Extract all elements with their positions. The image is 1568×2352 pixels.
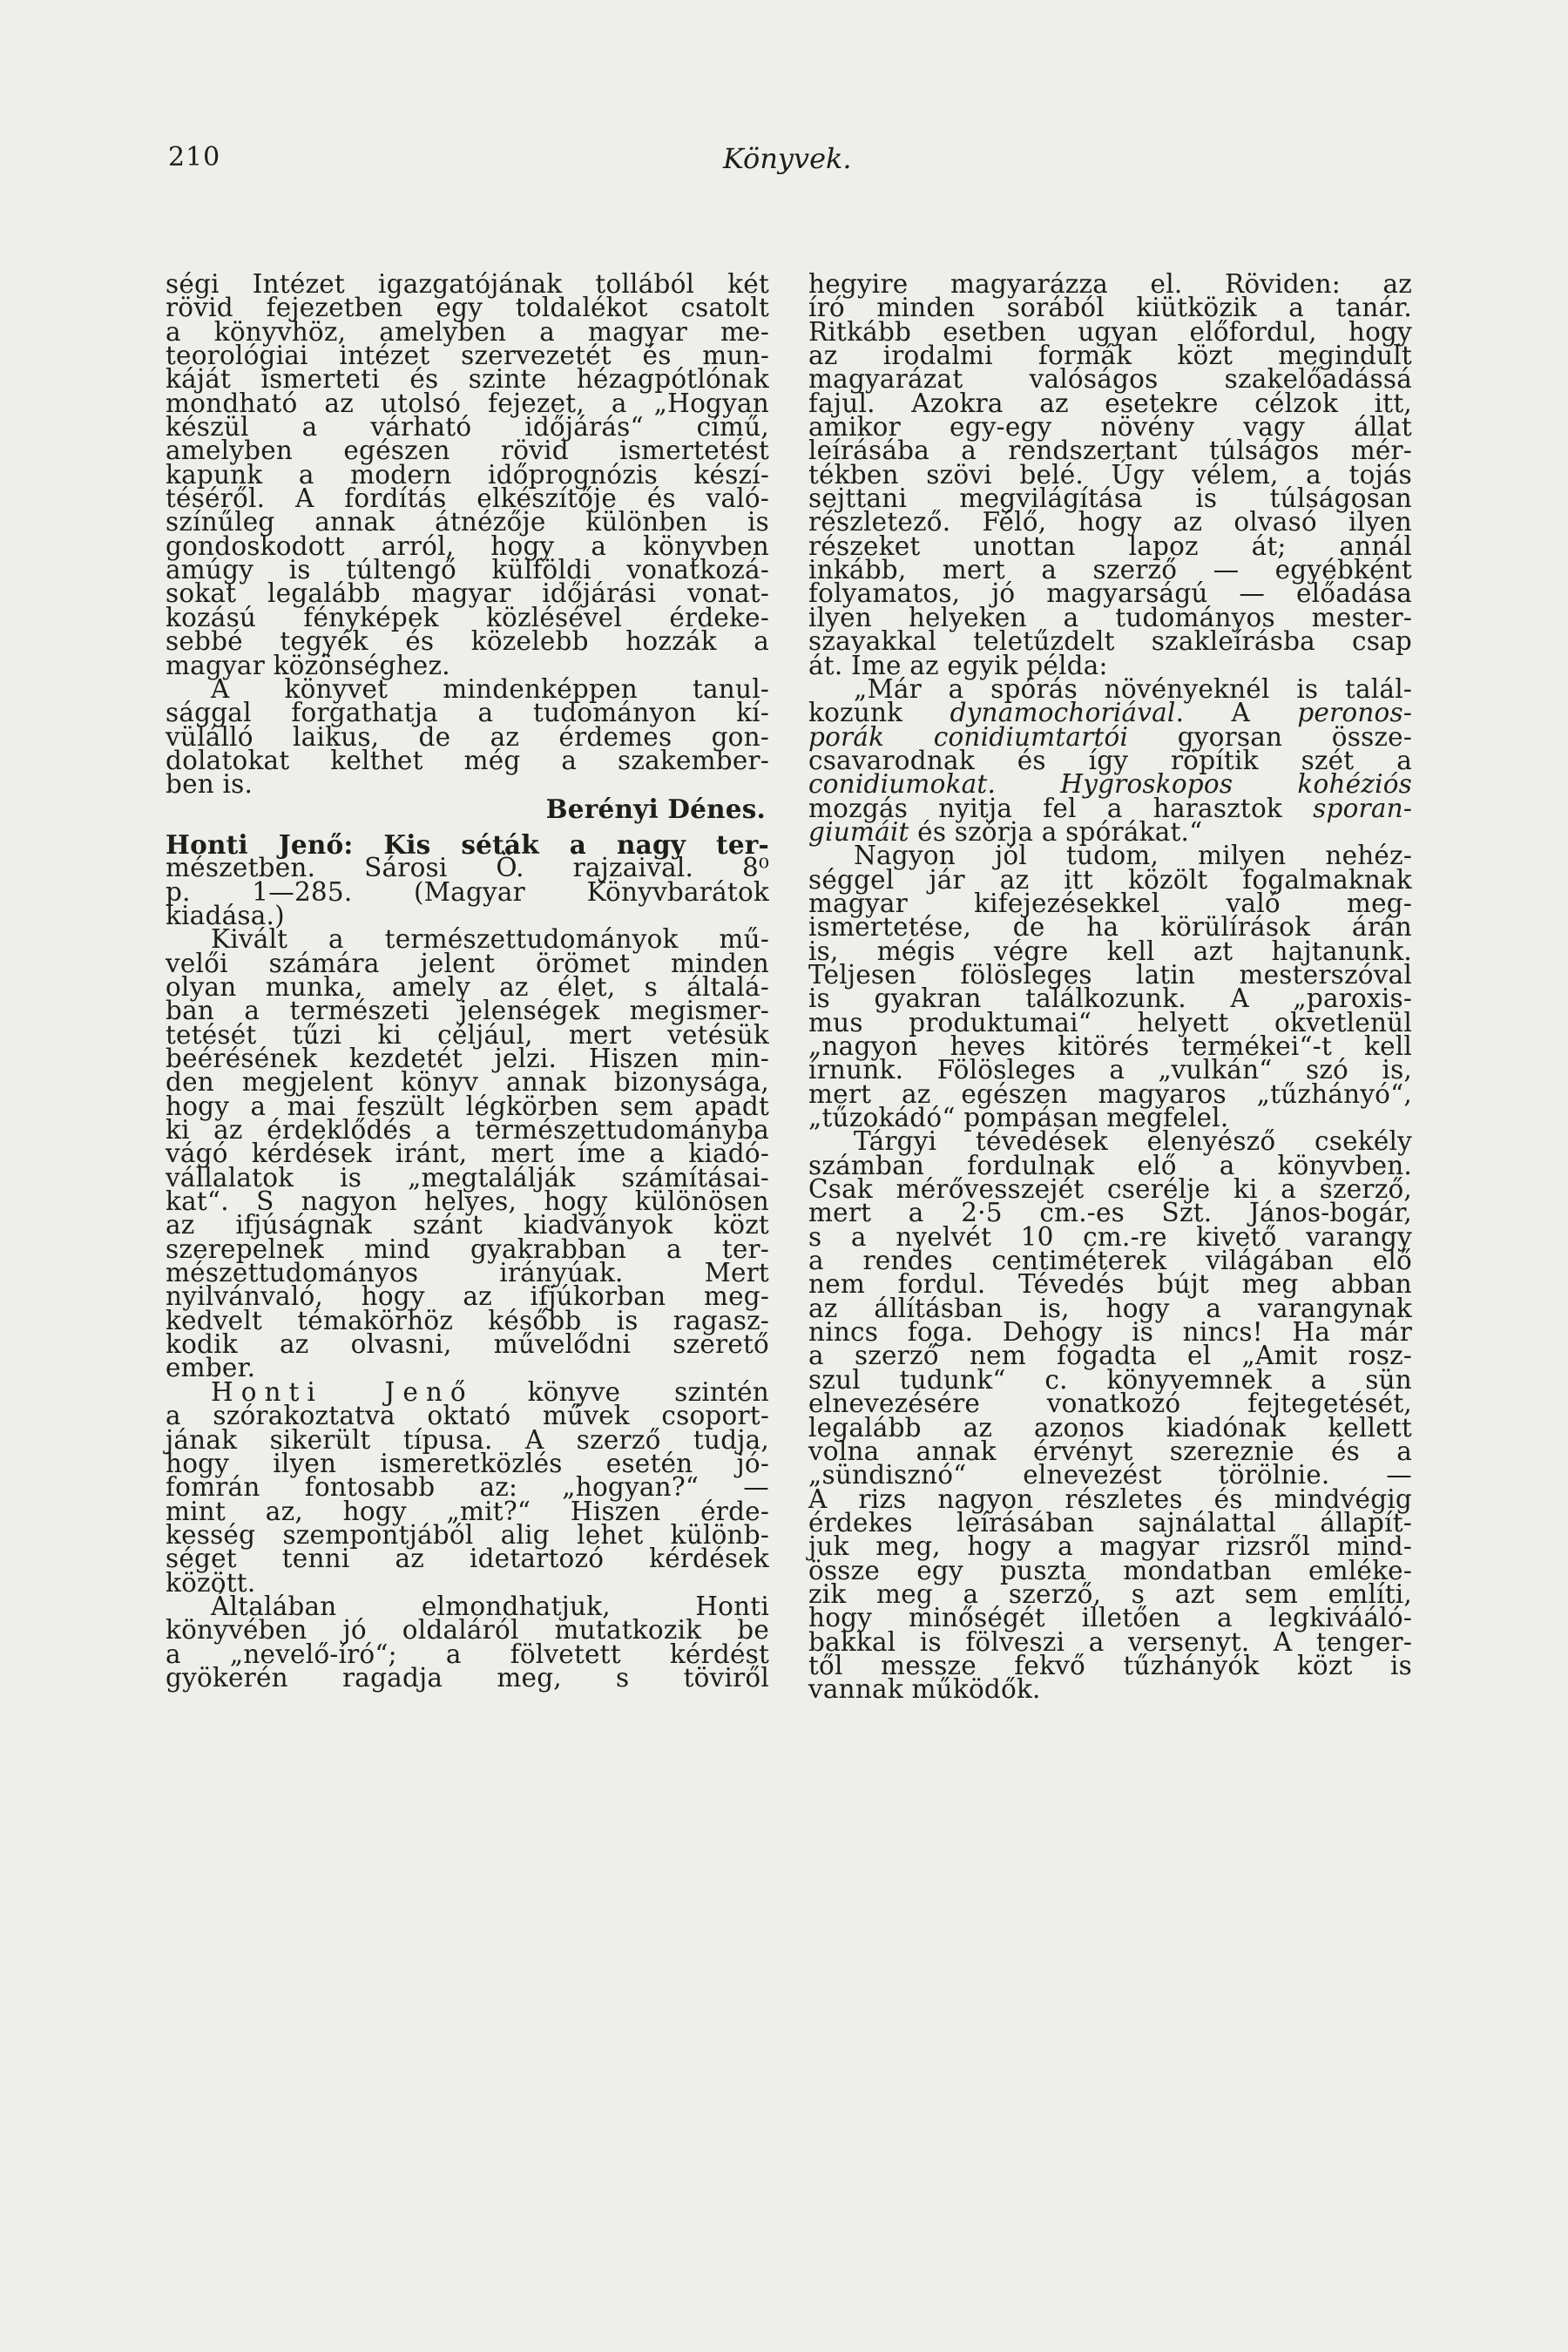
text-line: den megjelent könyv annak bizonysága,	[166, 1067, 769, 1098]
text-line: séggel jár az itt közölt fogalmaknak	[808, 864, 1412, 895]
quote-line: „Már a spórás növényeknél is talál-	[854, 673, 1412, 704]
text-line: káját ismerteti és szinte hézagpótlónak	[166, 364, 769, 395]
text-line: beérésének kezdetét jelzi. Hiszen min-	[166, 1044, 769, 1073]
text-line: „nagyon heves kitörés termékei“-t kell	[808, 1031, 1412, 1061]
text-line: színűleg annak átnézője különben is	[166, 507, 769, 537]
text-line: az állításban is, hogy a varangynak	[808, 1293, 1412, 1323]
text-line: A rizs nagyon részletes és mindvégig	[808, 1484, 1412, 1514]
text-line: részeket unottan lapoz át; annál	[808, 531, 1412, 561]
left-column	[166, 269, 769, 1693]
text-line: részletező. Félő, hogy az olvasó ilyen	[808, 507, 1412, 537]
text-line: hegyire magyarázza el. Röviden: az	[808, 269, 1412, 299]
text-line: vülálló laikus, de az érdemes gon-	[166, 721, 769, 752]
text-line: dolatokat kelthet még a szakember-	[166, 745, 769, 775]
text-line: össze egy puszta mondatban emléke-	[808, 1555, 1412, 1585]
text-line: mert az egészen magyaros „tűzhányó“,	[808, 1078, 1412, 1109]
text-line: jának sikerült típusa. A szerző tudja,	[166, 1424, 769, 1455]
text-line: a rendes centiméterek világában elő	[808, 1246, 1412, 1276]
text-line: Ritkább esetben ugyan előfordul, hogy	[808, 316, 1412, 347]
text-line: vannak működők.	[808, 1674, 1041, 1705]
book-heading-line: p. 1—285. (Magyar Könyvbarátok	[166, 876, 769, 907]
text-line: séget tenni az idetartozó kérdések	[166, 1544, 769, 1574]
right-column	[808, 269, 1412, 1705]
text-line: gyökerén ragadja meg, s töviről	[166, 1662, 769, 1693]
text-line: magyar közönséghez.	[166, 650, 450, 680]
text-line: től messze fekvő tűzhányók közt is	[808, 1650, 1412, 1680]
text-line: volna annak érvényt szereznie és a	[808, 1436, 1412, 1466]
text-line: „sündisznó“ elnevezést törölnie. —	[808, 1460, 1412, 1490]
quote-line: kozunk dynamochoriával. A peronos-	[808, 698, 1412, 728]
text-line: gondoskodott arról, hogy a könyvben	[166, 531, 769, 561]
text-line: a „nevelő-író“; a fölvetett kérdést	[166, 1639, 769, 1669]
author-name-spaced: Honti Jenő	[211, 1376, 474, 1407]
text-line: ben is.	[166, 769, 253, 800]
text-line: mint az, hogy „mit?“ Hiszen érde-	[166, 1496, 769, 1526]
text-line: ségi Intézet igazgatójának tollából két	[166, 269, 769, 299]
text-line: sokat legalább magyar időjárási vonat-	[166, 578, 769, 609]
text-line: inkább, mert a szerző — egyébként	[808, 555, 1412, 585]
text-line: ilyen helyeken a tudományos mester-	[808, 602, 1412, 632]
text-line: át. Íme az egyik példa:	[808, 650, 1108, 680]
text-line: juk meg, hogy a magyar rizsről mind-	[808, 1531, 1412, 1562]
book-heading-line: mészetben. Sárosi Ö. rajzaival. 8⁰	[166, 853, 769, 883]
text-line: fomrán fontosabb az: „hogyan?“ —	[166, 1472, 769, 1503]
text-line: teorológiai intézet szervezetét és mun-	[166, 341, 769, 371]
quote-line: porák conidiumtartói gyorsan össze-	[808, 721, 1412, 752]
text-line: hogy minőségét illetően a legkivááló-	[808, 1603, 1412, 1633]
text-line: mészettudományos irányúak. Mert	[166, 1258, 769, 1288]
quote-line: mozgás nyitja fel a harasztok sporan-	[808, 793, 1412, 823]
text-line: érdekes leírásában sajnálattal állapít-	[808, 1507, 1412, 1538]
text-line: készül a várható időjárás“ című,	[166, 412, 769, 443]
text-line: sejttani megvilágítása is túlságosan	[808, 483, 1412, 514]
text-line: tetését tűzi ki céljául, mert vetésük	[166, 1019, 769, 1050]
text-line: is, mégis végre kell azt hajtanunk.	[808, 936, 1412, 966]
book-heading-line: kiadása.)	[166, 900, 285, 930]
text-line: s a nyelvét 10 cm.-re kivető varangy	[808, 1221, 1412, 1252]
text-line: Nagyon jól tudom, milyen nehéz-	[854, 841, 1412, 871]
text-line: hogy a mai feszült légkörben sem apadt	[166, 1091, 769, 1121]
text-line: A könyvet mindenképpen tanul-	[211, 673, 769, 704]
text-line: vállalatok is „megtalálják számításai-	[166, 1162, 769, 1193]
text-line: szerepelnek mind gyakrabban a ter-	[166, 1233, 769, 1264]
text-line: nem fordul. Tévedés bújt meg abban	[808, 1269, 1412, 1300]
text-line: szul tudunk“ c. könyvemnek a sün	[808, 1364, 1412, 1395]
text-line: tékben szövi belé. Úgy vélem, a tojás	[808, 459, 1412, 490]
text-line: sággal forgathatja a tudományon kí-	[166, 698, 769, 728]
text-line: is gyakran találkozunk. A „paroxis-	[808, 983, 1412, 1014]
text-line: az irodalmi formák közt megindult	[808, 341, 1412, 371]
text-line: a szerző nem fogadta el „Amit rosz-	[808, 1341, 1412, 1371]
text-line: velői számára jelent örömet minden	[166, 948, 769, 978]
text-line: magyar kifejezésekkel való meg-	[808, 888, 1412, 918]
text-line: zik meg a szerző, s azt sem említi,	[808, 1578, 1412, 1609]
text-line: kozású fényképek közlésével érdeke-	[166, 602, 769, 632]
text-line: elnevezésére vonatkozó fejtegetését,	[808, 1389, 1412, 1419]
text-line: amikor egy-egy növény vagy állat	[808, 412, 1412, 443]
text-line: a könyvhöz, amelyben a magyar me-	[166, 316, 769, 347]
text-line: bakkal is fölveszi a versenyt. A tenger-	[808, 1626, 1412, 1657]
text-line: nyilvánvaló, hogy az ifjúkorban meg-	[166, 1281, 769, 1312]
quote-line: giumáit és szórja a spórákat.“	[808, 816, 1203, 847]
review-signature: Berényi Dénes.	[545, 793, 766, 824]
text-line: legalább az azonos kiadónak kellett	[808, 1412, 1412, 1443]
text-line: mondható az utolsó fejezet, a „Hogyan	[166, 388, 769, 418]
text-line: fajul. Azokra az esetekre célzok itt,	[808, 388, 1412, 418]
text-line: kat“. S nagyon helyes, hogy különösen	[166, 1186, 769, 1217]
text-line: ember.	[166, 1353, 256, 1383]
text-line: leírásába a rendszertant túlságos mér-	[808, 436, 1412, 466]
text-line: sebbé tegyék és közelebb hozzák a	[166, 626, 769, 657]
page-number: 210	[168, 142, 221, 172]
text-line: között.	[166, 1567, 256, 1598]
text-line: az ifjúságnak szánt kiadványok közt	[166, 1210, 769, 1240]
text-line: író minden sorából kiütközik a tanár.	[808, 293, 1412, 323]
text-line: számban fordulnak elő a könyvben.	[808, 1150, 1412, 1180]
text-line: kesség szempontjából alig lehet különb-	[166, 1519, 769, 1550]
text-line: kapunk a modern időprognózis készí-	[166, 459, 769, 490]
text-line: vágó kérdések iránt, mert íme a kiadó-	[166, 1139, 769, 1169]
text-line: rövid fejezetben egy toldalékot csatolt	[166, 293, 769, 323]
text-line: Teljesen fölösleges latin mesterszóval	[808, 959, 1412, 990]
text-line: írnunk. Fölösleges a „vulkán“ szó is,	[808, 1055, 1412, 1085]
text-line: nincs foga. Dehogy is nincs! Ha már	[808, 1317, 1412, 1348]
text-line: magyarázat valóságos szakelőadássá	[808, 364, 1412, 395]
text-line: hogy ilyen ismeretközlés esetén jó-	[166, 1448, 769, 1478]
text-line: a szórakoztatva oktató művek csoport-	[166, 1401, 769, 1431]
text-line: téséről. A fordítás elkészítője és való-	[166, 483, 769, 514]
text-line: Csak mérővesszejét cserélje ki a szerző,	[808, 1174, 1412, 1205]
text-line: ki az érdeklődés a természettudományba	[166, 1115, 769, 1146]
text-line: folyamatos, jó magyarságú — előadása	[808, 578, 1412, 609]
text-line: Tárgyi tévedések elenyésző csekély	[854, 1126, 1412, 1157]
text-line: ban a természeti jelenségek megismer-	[166, 996, 769, 1026]
quote-line: conidiumokat. Hygroskopos kohéziós	[808, 769, 1412, 800]
text-line: könyvében jó oldaláról mutatkozik be	[166, 1615, 769, 1646]
quote-line: csavarodnak és így röpítik szét a	[808, 745, 1412, 775]
text-line: ismertetése, de ha körülírások árán	[808, 912, 1412, 943]
book-heading-line: Honti Jenő: Kis séták a nagy ter-	[166, 828, 769, 860]
text-line: mus produktumai“ helyett okvetlenül	[808, 1007, 1412, 1037]
text-line: Honti Jenő könyve szintén	[211, 1376, 769, 1407]
text-line: kedvelt témakörhöz később is ragasz-	[166, 1305, 769, 1335]
text-line: amúgy is túltengő külföldi vonatkozá-	[166, 555, 769, 585]
running-title: Könyvek.	[723, 142, 852, 175]
text-line: amelyben egészen rövid ismertetést	[166, 436, 769, 466]
text-line: „tűzokádó“ pompásan megfelel.	[808, 1103, 1229, 1133]
text-line: Általában elmondhatjuk, Honti	[211, 1591, 769, 1621]
text-line: szavakkal teletűzdelt szakleírásba csap	[808, 626, 1412, 657]
text-line: mert a 2·5 cm.-es Szt. János-bogár,	[808, 1198, 1412, 1228]
text-line: kodik az olvasni, művelődni szerető	[166, 1329, 769, 1360]
text-line: Kivált a természettudományok mű-	[211, 924, 769, 955]
text-line: olyan munka, amely az élet, s általá-	[166, 971, 769, 1002]
